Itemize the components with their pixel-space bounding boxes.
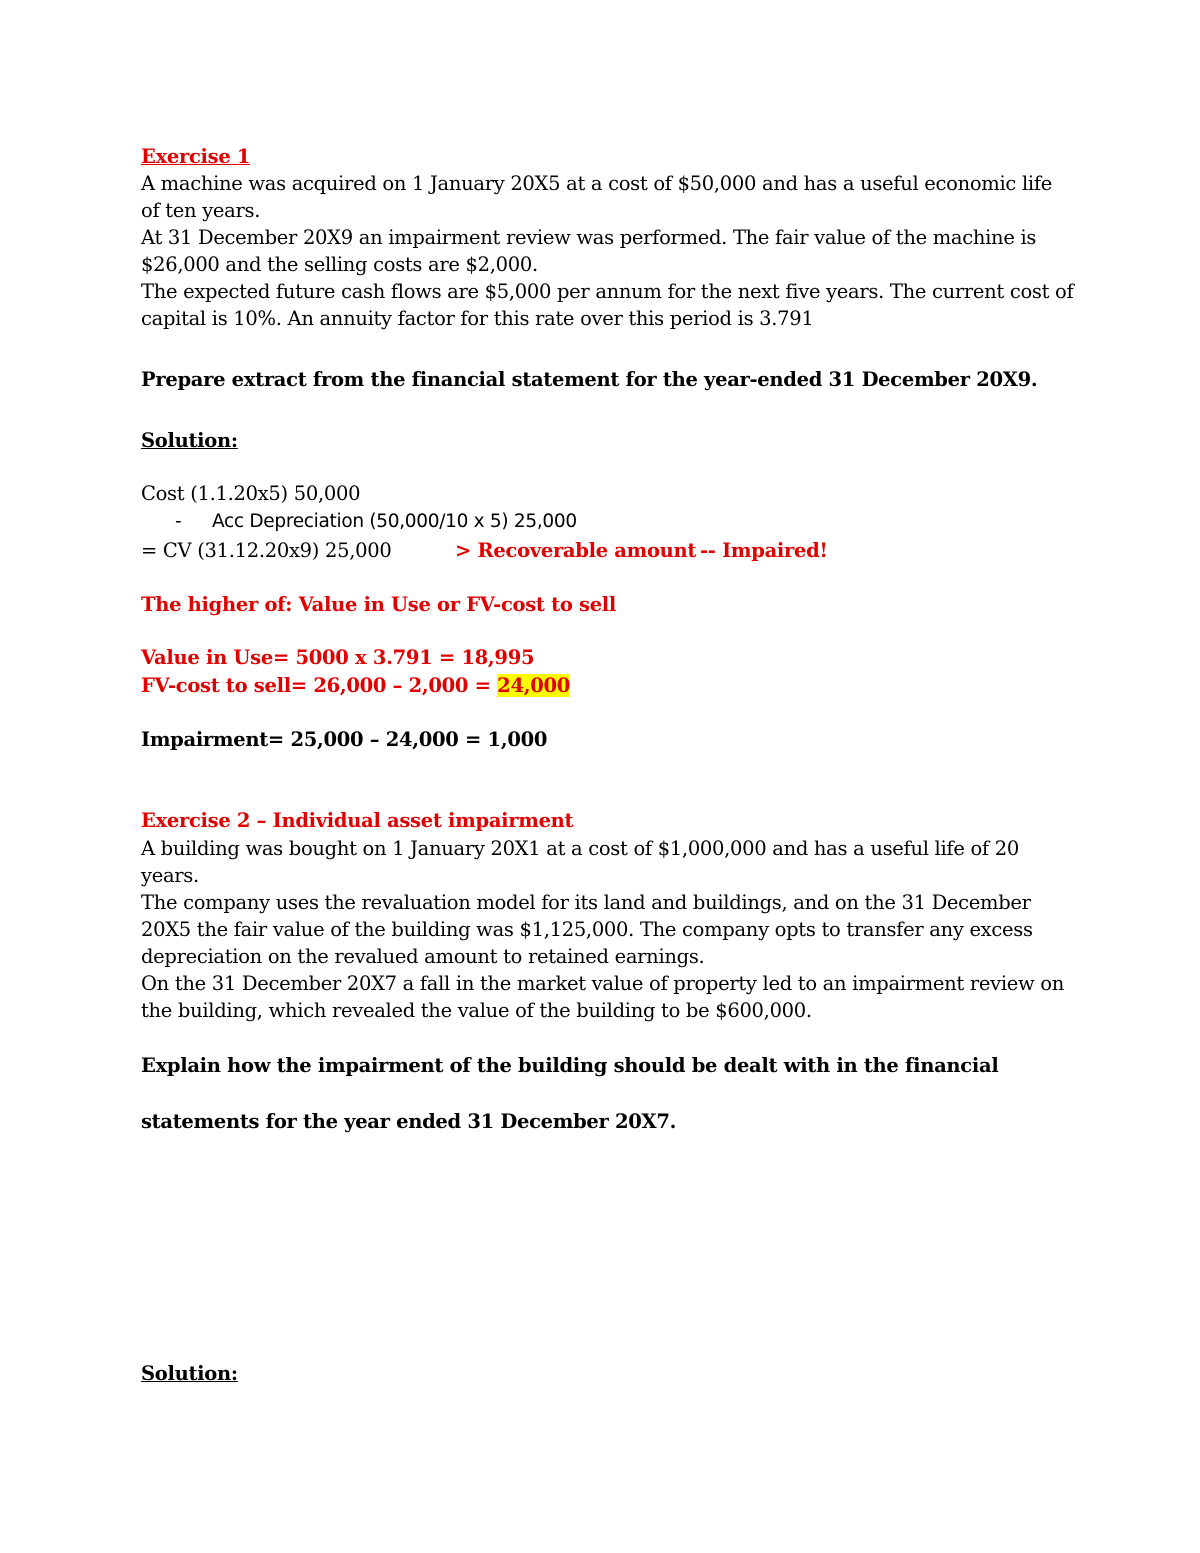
- exercise-1-text: The expected future cash flows are $5,000 per annum for the next five years. The current cost of: [141, 280, 1074, 303]
- solution-2-heading: Solution:: [141, 1362, 238, 1385]
- exercise-2-text: 20X5 the fair value of the building was $1,125,000. The company opts to transfer any excess: [141, 918, 1033, 941]
- recoverable-amount-highlight: 24,000: [497, 674, 571, 697]
- exercise-1-text: capital is 10%. An annuity factor for this rate over this period is 3.791: [141, 307, 814, 330]
- exercise-2-heading: Exercise 2 – Individual asset impairment: [141, 809, 574, 832]
- impairment-calc: Impairment= 25,000 – 24,000 = 1,000: [141, 728, 548, 751]
- exercise-1-text: At 31 December 20X9 an impairment review was performed. The fair value of the machine is: [141, 226, 1037, 249]
- acc-depreciation-line: Acc Depreciation (50,000/10 x 5) 25,000: [212, 511, 577, 532]
- list-dash: -: [175, 511, 182, 532]
- exercise-2-text: On the 31 December 20X7 a fall in the market value of property led to an impairment review on: [141, 972, 1065, 995]
- fv-cost-to-sell-calc: [141, 672, 570, 699]
- solution-1-heading: Solution:: [141, 429, 238, 452]
- exercise-2-text: the building, which revealed the value of the building to be $600,000.: [141, 999, 812, 1022]
- exercise-2-text: A building was bought on 1 January 20X1 at a cost of $1,000,000 and has a useful life of 20: [141, 837, 1019, 860]
- exercise-2-text: years.: [141, 864, 199, 887]
- exercise-2-task: statements for the year ended 31 December 20X7.: [141, 1110, 677, 1133]
- cost-line: Cost (1.1.20x5) 50,000: [141, 482, 361, 505]
- exercise-1-task: Prepare extract from the financial statement for the year-ended 31 December 20X9.: [141, 368, 1038, 391]
- higher-of-rule: The higher of: Value in Use or FV-cost to sell: [141, 593, 617, 616]
- fv-cost-to-sell-formula: FV-cost to sell= 26,000 – 2,000 =: [141, 674, 498, 697]
- exercise-1-text: A machine was acquired on 1 January 20X5 at a cost of $50,000 and has a useful economic life: [141, 172, 1052, 195]
- exercise-1-text: of ten years.: [141, 199, 261, 222]
- exercise-1-heading: Exercise 1: [141, 145, 251, 168]
- recoverable-amount-note: > Recoverable amount: [455, 539, 697, 562]
- exercise-2-text: depreciation on the revalued amount to retained earnings.: [141, 945, 705, 968]
- exercise-2-task: Explain how the impairment of the building should be dealt with in the financial: [141, 1054, 999, 1077]
- value-in-use-calc: Value in Use= 5000 x 3.791 = 18,995: [141, 646, 535, 669]
- exercise-2-text: The company uses the revaluation model for its land and buildings, and on the 31 December: [141, 891, 1031, 914]
- carrying-value-line: = CV (31.12.20x9) 25,000: [141, 539, 392, 562]
- impaired-note: -- Impaired!: [700, 539, 828, 562]
- exercise-1-text: $26,000 and the selling costs are $2,000.: [141, 253, 538, 276]
